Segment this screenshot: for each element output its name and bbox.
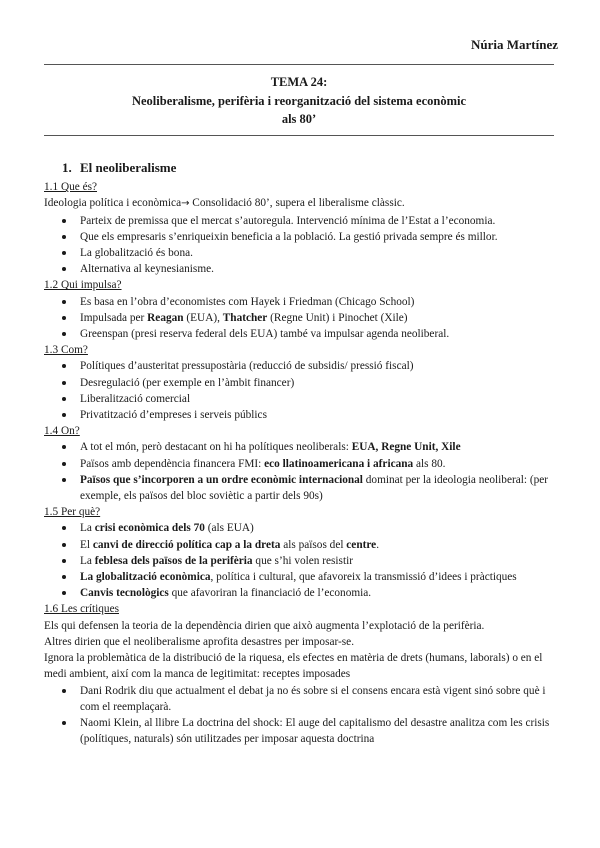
list-item: Parteix de premissa que el mercat s’autoregula. Intervenció mínima de l’Estat a l’economia. (44, 213, 556, 229)
bold-run: centre (346, 538, 377, 551)
section-title: El neoliberalisme (80, 160, 177, 175)
bold-run: Thatcher (222, 311, 268, 324)
header-rule-top (44, 64, 554, 65)
list-item: Que els empresaris s’enriqueixin beneficia a la població. La gestió privada sempre és millor. (44, 229, 556, 245)
arrow-right-icon: → (181, 198, 190, 210)
text-run: dominat per la ideologia neoliberal: (per exemple, els països del bloc soviètic a partir dels 90s) (80, 473, 549, 503)
text-run: Impulsada per (80, 311, 148, 324)
section-heading (62, 160, 556, 176)
title-line-1: TEMA 24: (270, 75, 328, 89)
paragraph-1-1-intro (44, 195, 556, 212)
text-run: Països amb dependència financera FMI: (80, 457, 265, 470)
text-run: A tot el món, però destacant on hi ha polítiques neoliberals: (80, 441, 352, 454)
header-rule-bottom (44, 135, 554, 136)
text-run: (Regne Unit) i Pinochet (Xile) (267, 311, 408, 324)
intro-text-cont: Consolidació 80’, supera el liberalisme clàssic. (189, 197, 405, 210)
text-run: , política i cultural, que afavoreix la transmissió d’idees i pràctiques (210, 571, 517, 584)
list-item: Greenspan (presi reserva federal dels EUA) també va impulsar agenda neoliberal. (44, 326, 556, 342)
list-1-4 (44, 439, 556, 504)
subheading-1-5: 1.5 Per què? (44, 506, 101, 519)
list-item (44, 537, 556, 553)
subheading-1-6: 1.6 Les crítiques (44, 603, 119, 616)
list-item (44, 520, 556, 536)
author-name: Núria Martínez (470, 37, 558, 52)
list-item: Polítiques d’austeritat pressupostària (reducció de subsidis/ pressió fiscal) (44, 358, 556, 374)
bold-run: eco llatinoamericana i africana (264, 457, 414, 470)
list-item (44, 472, 556, 504)
bold-run: Reagan (147, 311, 184, 324)
subheading-1-4: 1.4 On? (44, 425, 80, 438)
paragraph: Altres dirien que el neoliberalisme aprofita desastres per imposar-se. (44, 635, 355, 648)
list-item: Es basa en l’obra d’economistes com Hayek i Friedman (Chicago School) (44, 294, 556, 310)
text-run: que afavoriran la financiació de l’economia. (168, 587, 372, 600)
bold-run: crisi econòmica dels 70 (94, 522, 205, 535)
title-line-2: Neoliberalisme, perifèria i reorganització del sistema econòmic (131, 93, 467, 108)
list-item (44, 553, 556, 569)
text-run: als 80. (413, 457, 446, 470)
list-item (44, 585, 556, 601)
text-run: La (80, 554, 95, 567)
list-item (44, 569, 556, 585)
list-item: La globalització és bona. (44, 245, 556, 261)
list-1-2 (44, 294, 556, 343)
list-item: Privatització d’empreses i serveis públics (44, 407, 556, 423)
text-run: (EUA), (183, 311, 223, 324)
list-1-5 (44, 520, 556, 601)
list-1-1 (44, 213, 556, 278)
text-run: que s’hi volen resistir (252, 554, 353, 567)
text-run: als països del (280, 538, 347, 551)
list-item: Desregulació (per exemple en l’àmbit financer) (44, 375, 556, 391)
bold-run: EUA, Regne Unit, Xile (351, 441, 461, 454)
text-run: La (80, 522, 95, 535)
list-item: Dani Rodrik diu que actualment el debat ja no és sobre si el consens encara està vigent sinó sobre què i com el reemplaçarà. (44, 683, 556, 715)
bold-run: canvi de direcció política cap a la dreta (92, 538, 281, 551)
list-item (44, 439, 556, 455)
list-item (44, 456, 556, 472)
text-run: El (80, 538, 93, 551)
list-item: Alternativa al keynesianisme. (44, 261, 556, 277)
bold-run: La globalització econòmica (80, 571, 211, 584)
list-item: Naomi Klein, al llibre La doctrina del shock: El auge del capitalismo del desastre analitza com les crisis (polítiques, naturals) són utilitzades per imposar aquesta doctrina (44, 715, 556, 747)
section-number: 1. (62, 160, 72, 175)
document-body (44, 160, 556, 747)
paragraph: Ignora la problemàtica de la distribució de la riquesa, els efectes en matèria de drets (humans, laborals) o en el medi ambient, així com la manca de legitimitat: receptes imposades (44, 652, 543, 681)
subheading-1-1: 1.1 Que és? (44, 181, 98, 194)
list-1-3 (44, 358, 556, 423)
text-run: . (376, 538, 380, 551)
intro-text: Ideologia política i econòmica (44, 197, 182, 210)
list-item (44, 310, 556, 326)
bold-run: feblesa dels països de la perifèria (94, 554, 253, 567)
list-1-6 (44, 683, 556, 748)
document-title (44, 73, 554, 129)
subheading-1-3: 1.3 Com? (44, 344, 88, 357)
bold-run: Canvis tecnològics (80, 587, 169, 600)
title-line-3: als 80’ (281, 112, 317, 126)
paragraph: Els qui defensen la teoria de la dependència dirien que això augmenta l’explotació de la perifèria. (44, 619, 485, 632)
subheading-1-2: 1.2 Qui impulsa? (44, 279, 122, 292)
text-run: (als EUA) (204, 522, 254, 535)
list-item: Liberalització comercial (44, 391, 556, 407)
bold-run: Països que s’incorporen a un ordre econòmic internacional (80, 473, 363, 486)
